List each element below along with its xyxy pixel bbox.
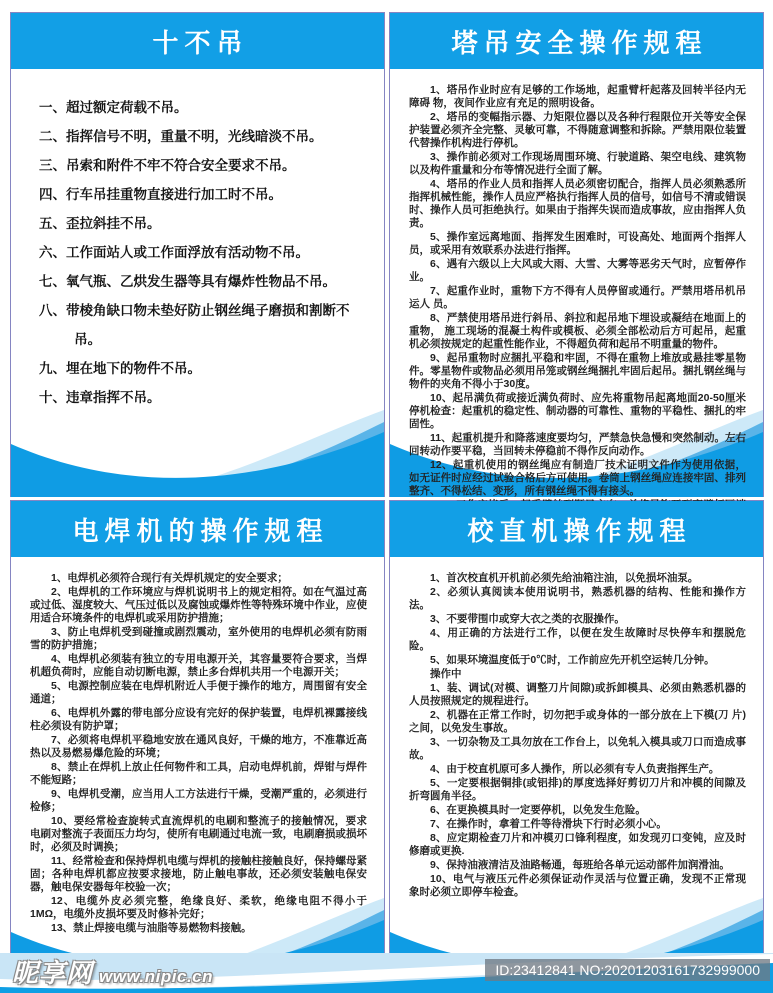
rule-item: 五、歪拉斜挂不吊。 bbox=[39, 216, 161, 231]
rule-item: 七、氧气瓶、乙烘发生器等具有爆炸性物品不吊。 bbox=[39, 274, 336, 289]
rule-item: 7、必须将电焊机平稳地安放在通风良好，干燥的地方，不准靠近高热以及易燃易爆危险的环境； bbox=[30, 734, 367, 759]
rule-item: 11、起重机提升和降落速度要均匀，严禁急快急慢和突然制动。左右回转动作要平稳，当回转未停稳前不得作反向动作。 bbox=[409, 432, 746, 457]
rule-item: 7、在操作时，拿着工件等待滑块下行时必须小心。 bbox=[430, 818, 667, 830]
rule-item: 9、电焊机受潮，应当用人工方法进行干燥，受潮严重的，必须进行检修； bbox=[30, 788, 367, 813]
rule-item: 8、严禁使用塔吊进行斜吊、斜拉和起吊地下埋设或凝结在地面上的重物， 施工现场的混凝土构件或模板、必须全部松动后方可起吊，起重机必须按规定的起重性能作业，不得超负荷和起吊不明重量的物件。 bbox=[409, 312, 746, 350]
rule-item: 4、用正确的方法进行工作，以便在发生故障时尽快停车和摆脱危险。 bbox=[409, 627, 746, 652]
panel-title: 电焊机的操作规程 bbox=[72, 515, 329, 546]
rule-item: 1、塔吊作业时应有足够的工作场地，起重臂杆起落及回转半径内无障碍 物，夜间作业应有充足的照明设备。 bbox=[409, 84, 746, 109]
rule-item: 3、不要带围巾或穿大衣之类的衣服操作。 bbox=[430, 613, 625, 625]
rule-item: 5、一定要根据铜排(或铝排)的厚度选择好剪切刀片和冲模的间隙及折弯圆角半径。 bbox=[409, 777, 746, 802]
rule-item: 10、要经常检查旋转式直流焊机的电刷和整流子的接触情况，要求电刷对整流子表面压力均匀，使所有电刷通过电流一致，电刷磨损或损坏时，必须及时调换； bbox=[30, 815, 367, 853]
panel-header bbox=[390, 501, 763, 557]
rule-item: 2、必须认真阅读本使用说明书，熟悉机器的结构、性能和操作方法。 bbox=[409, 586, 746, 611]
panel-straightener bbox=[389, 500, 764, 985]
rule-item: 四、行车吊挂重物直接进行加工时不吊。 bbox=[39, 187, 282, 202]
rule-list bbox=[390, 557, 763, 899]
watermark-footer bbox=[0, 953, 773, 993]
rule-item: 4、由于校直机原可多人操作，所以必须有专人负责指挥生产。 bbox=[430, 763, 720, 775]
panel-header bbox=[11, 501, 384, 557]
rule-item: 6、在更换模具时一定要停机，以免发生危险。 bbox=[430, 804, 646, 816]
panel-tower-crane bbox=[389, 12, 764, 497]
panel-title: 校直机操作规程 bbox=[467, 515, 692, 546]
rule-item: 6、遇有六级以上大风或大雨、大雪、大雾等恶劣天气时，应暂停作业。 bbox=[409, 258, 746, 283]
rule-item: 8、禁止在焊机上放止任何物件和工具，启动电焊机前，焊钳与焊件不能短路； bbox=[30, 761, 367, 786]
rule-item: 5、操作室远离地面、指挥发生困难时，可设高处、地面两个指挥人员，或采用有效联系办法进行指挥。 bbox=[409, 231, 746, 256]
wave-decoration bbox=[11, 402, 384, 497]
rule-item: 2、电焊机的工作环境应与焊机说明书上的规定相符。如在气温过高或过低、湿度较大、气压过低以及腐蚀或爆炸性等特殊环境中作业，应使用适合环境条件的电焊机或采用防护措施； bbox=[30, 586, 367, 624]
rule-item: 3、防止电焊机受到碰撞或剧烈震动，室外使用的电焊机必须有防雨雪的防护措施； bbox=[30, 626, 367, 651]
rule-item: 5、电源控制应装在电焊机附近人手便于操作的地方，周围留有安全通道； bbox=[30, 680, 367, 705]
panel-title: 十不吊 bbox=[152, 27, 249, 58]
rule-item: 操作中 bbox=[430, 668, 462, 680]
panel-header bbox=[390, 13, 763, 69]
rule-item: 九、埋在地下的物件不吊。 bbox=[39, 361, 201, 376]
rule-item: 十、违章指挥不吊。 bbox=[39, 390, 161, 405]
rule-item: 9、起吊重物时应捆扎平稳和牢固，不得在重物上堆放或悬挂零星物件。零星物件或物品必须用吊笼或钢丝绳捆扎牢固后起吊。捆扎钢丝绳与物件的夹角不得小于30度。 bbox=[409, 352, 746, 390]
panel-welder bbox=[10, 500, 385, 985]
rule-item: 4、电焊机必须装有独立的专用电源开关，其容量要符合要求，当焊机超负荷时，应能自动切断电源，禁止多台焊机共用一个电源开关； bbox=[30, 653, 367, 678]
rule-item: 1、首次校直机开机前必须先给油箱注油，以免损坏油泵。 bbox=[430, 572, 699, 584]
rule-item: 9、保持油液清洁及油路畅通，每班给各单元运动部件加润滑油。 bbox=[430, 859, 730, 871]
watermark-id: ID:23412841 NO:20201203161732999000 bbox=[485, 959, 770, 981]
rule-item: 13、禁止焊接电缆与油脂等易燃物料接触。 bbox=[51, 922, 252, 934]
rule-item: 4、塔吊的作业人员和指挥人员必须密切配合，指挥人员必须熟悉所指挥机械性能，操作人员应严格执行指挥人员的信号，如信号不清或错误时、操作人员可拒绝执行。如果由于指挥失误而造成事故，应由指挥人负责。 bbox=[409, 178, 746, 229]
rule-item: 10、电气与液压元件必须保证动作灵活与位置正确，发现不正常现象时必须立即停车检查。 bbox=[409, 873, 746, 898]
rule-list bbox=[390, 69, 763, 525]
rule-item: 一、超过额定荷载不吊。 bbox=[39, 100, 188, 115]
rule-item: 1、电焊机必须符合现行有关焊机规定的安全要求； bbox=[51, 572, 288, 584]
rule-item: 八、带棱角缺口物未垫好防止钢丝绳子磨损和割断不吊。 bbox=[39, 303, 350, 347]
rule-item: 8、应定期检查刀片和冲模刃口锋利程度，如发现刃口变钝，应及时修磨或更换. bbox=[409, 832, 746, 857]
rule-item: 7、起重作业时，重物下方不得有人员停留或通行。严禁用塔吊机吊运人 员。 bbox=[409, 285, 746, 310]
rule-item: 3、一切杂物及工具勿放在工作台上，以免轧入模具或刀口而造成事故。 bbox=[409, 736, 746, 761]
rule-item: 二、指挥信号不明，重量不明，光线暗淡不吊。 bbox=[39, 129, 323, 144]
site-url: www.nipic.cn bbox=[99, 967, 214, 986]
site-logo bbox=[12, 953, 213, 990]
rule-item: 3、操作前必须对工作现场周围环境、行驶道路、架空电线、建筑物以及构件重量和分布等情况进行全面了解。 bbox=[409, 151, 746, 176]
site-name: 昵享网 bbox=[12, 958, 94, 988]
rule-list bbox=[11, 557, 384, 935]
panel-header bbox=[11, 13, 384, 69]
rule-item: 6、电焊机外露的带电部分应设有完好的保护装置，电焊机裸露接线柱必须设有防护罩； bbox=[30, 707, 367, 732]
rule-item: 10、起吊满负荷或接近满负荷时、应先将重物吊起离地面20-50厘米停机检查：起重机的稳定性、制动器的可靠性、重物的平稳性、捆扎的牢固性。 bbox=[409, 392, 746, 430]
rule-item: 5、如果环境温度低于0℃时，工作前应先开机空运转几分钟。 bbox=[430, 654, 715, 666]
rule-item: 11、经常检查和保持焊机电缆与焊机的接触柱接触良好，保持螺母紧固；各种电焊机都应按要求接地，防止触电事故，还必须安装触电保安器，触电保安器每年校验一次； bbox=[30, 855, 367, 893]
rule-item: 1、装、调试(对模、调整刀片间隙)或拆卸模具、必须由熟悉机器的人员按照规定的规程进行。 bbox=[409, 682, 746, 707]
rule-list bbox=[11, 69, 384, 412]
rule-item: 12、电缆外皮必须完整，绝缘良好、柔软，绝缘电阻不得小于1MΩ，电缆外皮损坏要及时修补完好； bbox=[30, 895, 367, 920]
rule-item: 12、起重机使用的钢丝绳应有制造厂技术证明文件作为使用依据，如无证件时应经过试验合格后方可使用。卷筒上钢丝绳应连接牢固、排列整齐、不得松结、变形，所有钢丝绳不得有接头。 bbox=[409, 459, 746, 497]
rule-item: 2、塔吊的变幅指示器、力矩限位器以及各种行程限位开关等安全保护装置必须齐全完整、灵敏可靠，不得随意调整和拆除。严禁用限位装置代替操作机构进行停机。 bbox=[409, 111, 746, 149]
poster-grid bbox=[10, 12, 764, 985]
rule-item: 三、吊索和附件不牢不符合安全要求不吊。 bbox=[39, 158, 296, 173]
rule-item: 六、工作面站人或工作面浮放有活动物不吊。 bbox=[39, 245, 309, 260]
panel-title: 塔吊安全操作规程 bbox=[451, 27, 708, 58]
rule-item: 2、机器在正常工作时，切勿把手或身体的一部分放在上下模(刀 片)之间，以免发生事故。 bbox=[409, 709, 746, 734]
panel-ten-no-lift bbox=[10, 12, 385, 497]
